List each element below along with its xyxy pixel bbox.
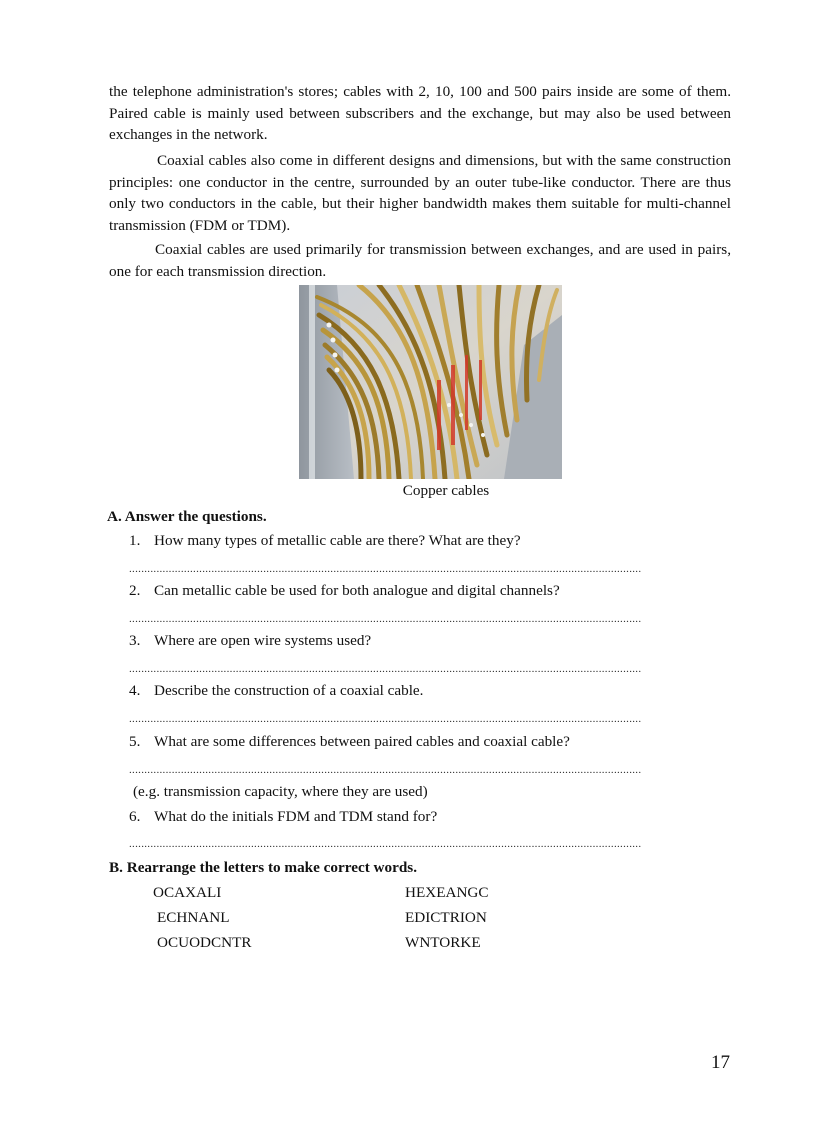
question-number: 1.	[129, 532, 141, 549]
section-b-heading: B. Rearrange the letters to make correct words.	[109, 859, 417, 876]
question-number: 4.	[129, 682, 141, 699]
section-a-heading: A. Answer the questions.	[107, 508, 267, 525]
scrambled-word: HEXEANGC	[405, 884, 489, 901]
scrambled-word: OCAXALI	[153, 884, 222, 901]
paragraph-coaxial-construction: Coaxial cables also come in different designs and dimensions, but with the same construction principles: one conductor in the centre, surrounded by an outer tube-like conductor. There are thus only two conductors in the cable, but their higher bandwidth makes them suitable for multi-channel transmission (FDM or TDM).	[109, 152, 731, 234]
copper-cables-photo	[299, 285, 562, 479]
scrambled-word: EDICTRION	[405, 909, 487, 926]
answer-line-4: ........................................................................................................................................................................	[129, 713, 642, 723]
scrambled-word: ECHNANL	[157, 909, 230, 926]
question-number: 5.	[129, 733, 141, 750]
answer-line-5: ........................................................................................................................................................................	[129, 764, 642, 774]
answer-line-6: ........................................................................................................................................................................	[129, 838, 642, 848]
question-number: 2.	[129, 582, 141, 599]
answer-line-3: ........................................................................................................................................................................	[129, 663, 642, 673]
question-number: 3.	[129, 632, 141, 649]
question-2	[129, 582, 560, 600]
question-text: Describe the construction of a coaxial cable.	[154, 682, 424, 699]
scrambled-word: WNTORKE	[405, 934, 481, 951]
question-5-note: (e.g. transmission capacity, where they are used)	[133, 783, 428, 800]
answer-line-1: ........................................................................................................................................................................	[129, 563, 642, 573]
question-text: What do the initials FDM and TDM stand for?	[154, 808, 438, 825]
question-text: What are some differences between paired cables and coaxial cable?	[154, 733, 570, 750]
question-text: Can metallic cable be used for both analogue and digital channels?	[154, 582, 560, 599]
question-1	[129, 532, 521, 550]
question-text: Where are open wire systems used?	[154, 632, 372, 649]
question-6	[129, 808, 437, 826]
figure-caption: Copper cables	[402, 482, 490, 499]
scrambled-word: OCUODCNTR	[157, 934, 252, 951]
answer-line-2: ........................................................................................................................................................................	[129, 613, 642, 623]
question-5	[129, 733, 570, 751]
paragraph-paired-cable: the telephone administration's stores; cables with 2, 10, 100 and 500 pairs inside are some of them. Paired cable is mainly used between subscribers and the exchange, but may also be used between exchanges in the network.	[109, 83, 731, 143]
question-3	[129, 632, 371, 650]
question-number: 6.	[129, 808, 141, 825]
paragraph-coaxial-usage: Coaxial cables are used primarily for transmission between exchanges, and are used in pairs, one for each transmission direction.	[109, 241, 731, 280]
page-number: 17	[711, 1052, 730, 1073]
question-4	[129, 682, 423, 700]
question-text: How many types of metallic cable are there? What are they?	[154, 532, 521, 549]
